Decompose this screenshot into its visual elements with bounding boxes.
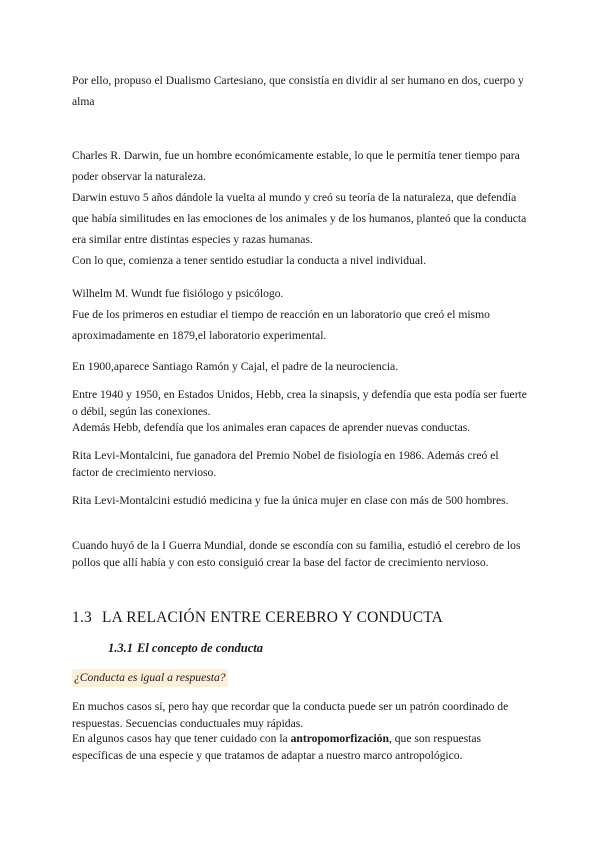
paragraph-wundt: Wilhelm M. Wundt fue fisiólogo y psicólogo. xyxy=(72,287,284,300)
paragraph-pollos: Cuando huyó de la I Guerra Mundial, donde se escondía con su familia, estudió el cerebro de los pollos que allí había y con esto consiguió crear la base del factor de crecimiento nervioso. xyxy=(72,539,521,569)
paragraph-hebb-aprender: Además Hebb, defendía que los animales eran capaces de aprender nuevas conductas. xyxy=(72,421,471,434)
paragraph-wundt-lab: Fue de los primeros en estudiar el tiempo de reacción en un laboratorio que creó el mismo aproximadamente en 1879,el laboratorio experimental. xyxy=(72,308,490,342)
subsection-number: 1.3.1 xyxy=(108,641,133,655)
highlighted-question: ¿Conducta es igual a respuesta? xyxy=(72,669,228,687)
section-heading xyxy=(72,609,443,627)
section-title: LA RELACIÓN ENTRE CEREBRO Y CONDUCTA xyxy=(101,609,444,626)
antropomorfizacion-text-before: En algunos casos hay que tener cuidado con la xyxy=(72,732,291,745)
subsection-heading xyxy=(108,641,263,656)
paragraph-antropomorfizacion xyxy=(72,730,528,764)
antropomorfizacion-text-after: , que son respuestas específicas de una especie y que tratamos de adaptar a nuestro marco antropológico. xyxy=(72,732,482,762)
paragraph-conducta-individual: Con lo que, comienza a tener sentido estudiar la conducta a nivel individual. xyxy=(72,254,427,267)
paragraph-hebb-sinapsis: Entre 1940 y 1950, en Estados Unidos, Hebb, crea la sinapsis, y defendía que esta podía ser fuerte o débil, según las conexiones. xyxy=(72,388,527,418)
paragraph-patron-coordinado: En muchos casos sí, pero hay que recordar que la conducta puede ser un patrón coordinado de respuestas. Secuencias conductuales muy rápidas. xyxy=(72,700,509,730)
paragraph-darwin-intro: Charles R. Darwin, fue un hombre económicamente estable, lo que le permitía tener tiempo para poder observar la naturaleza. xyxy=(72,149,520,183)
subsection-title: El concepto de conducta xyxy=(137,641,264,655)
section-number: 1.3 xyxy=(72,609,92,626)
paragraph-levi-montalcini-medicina: Rita Levi-Montalcini estudió medicina y fue la única mujer en clase con más de 500 hombres. xyxy=(72,494,509,507)
antropomorfizacion-term: antropomorfización xyxy=(290,732,389,745)
paragraph-darwin-theory: Darwin estuvo 5 años dándole la vuelta al mundo y creó su teoría de la naturaleza, que defendía que había similitudes en las emociones de los animales y de los humanos, planteó que la conducta era similar entre distintas especies y razas humanas. xyxy=(72,191,527,246)
paragraph-ramon-y-cajal: En 1900,aparece Santiago Ramón y Cajal, el padre de la neurociencia. xyxy=(72,360,399,373)
paragraph-levi-montalcini-nobel: Rita Levi-Montalcini, fue ganadora del Premio Nobel de fisiología en 1986. Además creó el factor de crecimiento nervioso. xyxy=(72,449,499,479)
paragraph-dualismo: Por ello, propuso el Dualismo Cartesiano, que consistía en dividir al ser humano en dos, cuerpo y alma xyxy=(72,74,524,108)
